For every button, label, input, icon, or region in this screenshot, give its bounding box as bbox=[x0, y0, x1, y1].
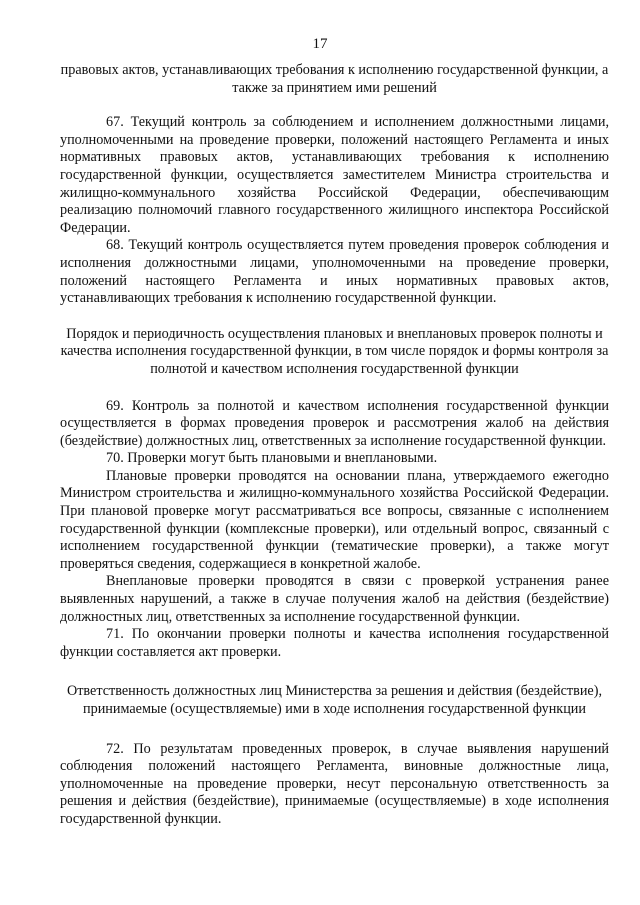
paragraph-unplanned-inspections: Внеплановые проверки проводятся в связи с проверкой устранения ранее выявленных нарушений, а также в случае получения жалоб на действия (бездействие) должностных лиц, ответственных за исполнение государственной функции. bbox=[60, 573, 609, 625]
paragraph-70: 70. Проверки могут быть плановыми и внеплановыми. bbox=[106, 450, 438, 467]
paragraph-72: 72. По результатам проведенных проверок, в случае выявления нарушений соблюдения положений настоящего Регламента, виновные должностные лица, уполномоченные на проведение проверки, несут персональную ответственность за решения и действия (бездействие), принимаемые (осуществляемые) в ходе исполнения государственной функции. bbox=[60, 740, 609, 827]
document-body bbox=[60, 62, 609, 829]
paragraph-69: 69. Контроль за полнотой и качеством исполнения государственной функции осуществляется в формах проведения проверок и рассмотрения жалоб на действия (бездействие) должностных лиц, ответственных за исполнение государственной функции. bbox=[60, 397, 609, 449]
section-heading-inspections: Порядок и периодичность осуществления плановых и внеплановых проверок полноты и качества исполнения государственной функции, в том числе порядок и формы контроля за полнотой и качеством исполнения государственной функции bbox=[60, 325, 609, 377]
paragraph-71: 71. По окончании проверки полноты и качества исполнения государственной функции составляется акт проверки. bbox=[60, 626, 609, 660]
paragraph-68: 68. Текущий контроль осуществляется путем проведения проверок соблюдения и исполнения должностными лицами, уполномоченными на проведение проверки, положений настоящего Регламента и иных нормативных правовых актов, устанавливающих требования к исполнению государственной функции. bbox=[60, 237, 609, 307]
continued-heading: правовых актов, устанавливающих требования к исполнению государственной функции, а также за принятием ими решений bbox=[60, 62, 609, 96]
page-number: 17 bbox=[312, 36, 328, 52]
paragraph-planned-inspections: Плановые проверки проводятся на основании плана, утверждаемого ежегодно Министром строительства и жилищно-коммунального хозяйства Российской Федерации. При плановой проверке могут рассматриваться все вопросы, связанные с исполнением государственной функции (комплексные проверки), или отдельный вопрос, связанный с исполнением государственной функции (тематические проверки), а также могут проверяться сведения, содержащиеся в конкретной жалобе. bbox=[60, 467, 609, 572]
paragraph-67: 67. Текущий контроль за соблюдением и исполнением должностными лицами, уполномоченными на проведение проверки, положений настоящего Регламента и иных нормативных правовых актов, устанавливающих требования к исполнению государственной функции, осуществляется заместителем Министра строительства и жилищно-коммунального хозяйства Российской Федерации, обеспечивающим реализацию полномочий главного государственного жилищного инспектора Российской Федерации. bbox=[60, 114, 609, 236]
section-heading-responsibility: Ответственность должностных лиц Министерства за решения и действия (бездействие), принимаемые (осуществляемые) ими в ходе исполнения государственной функции bbox=[66, 683, 602, 717]
